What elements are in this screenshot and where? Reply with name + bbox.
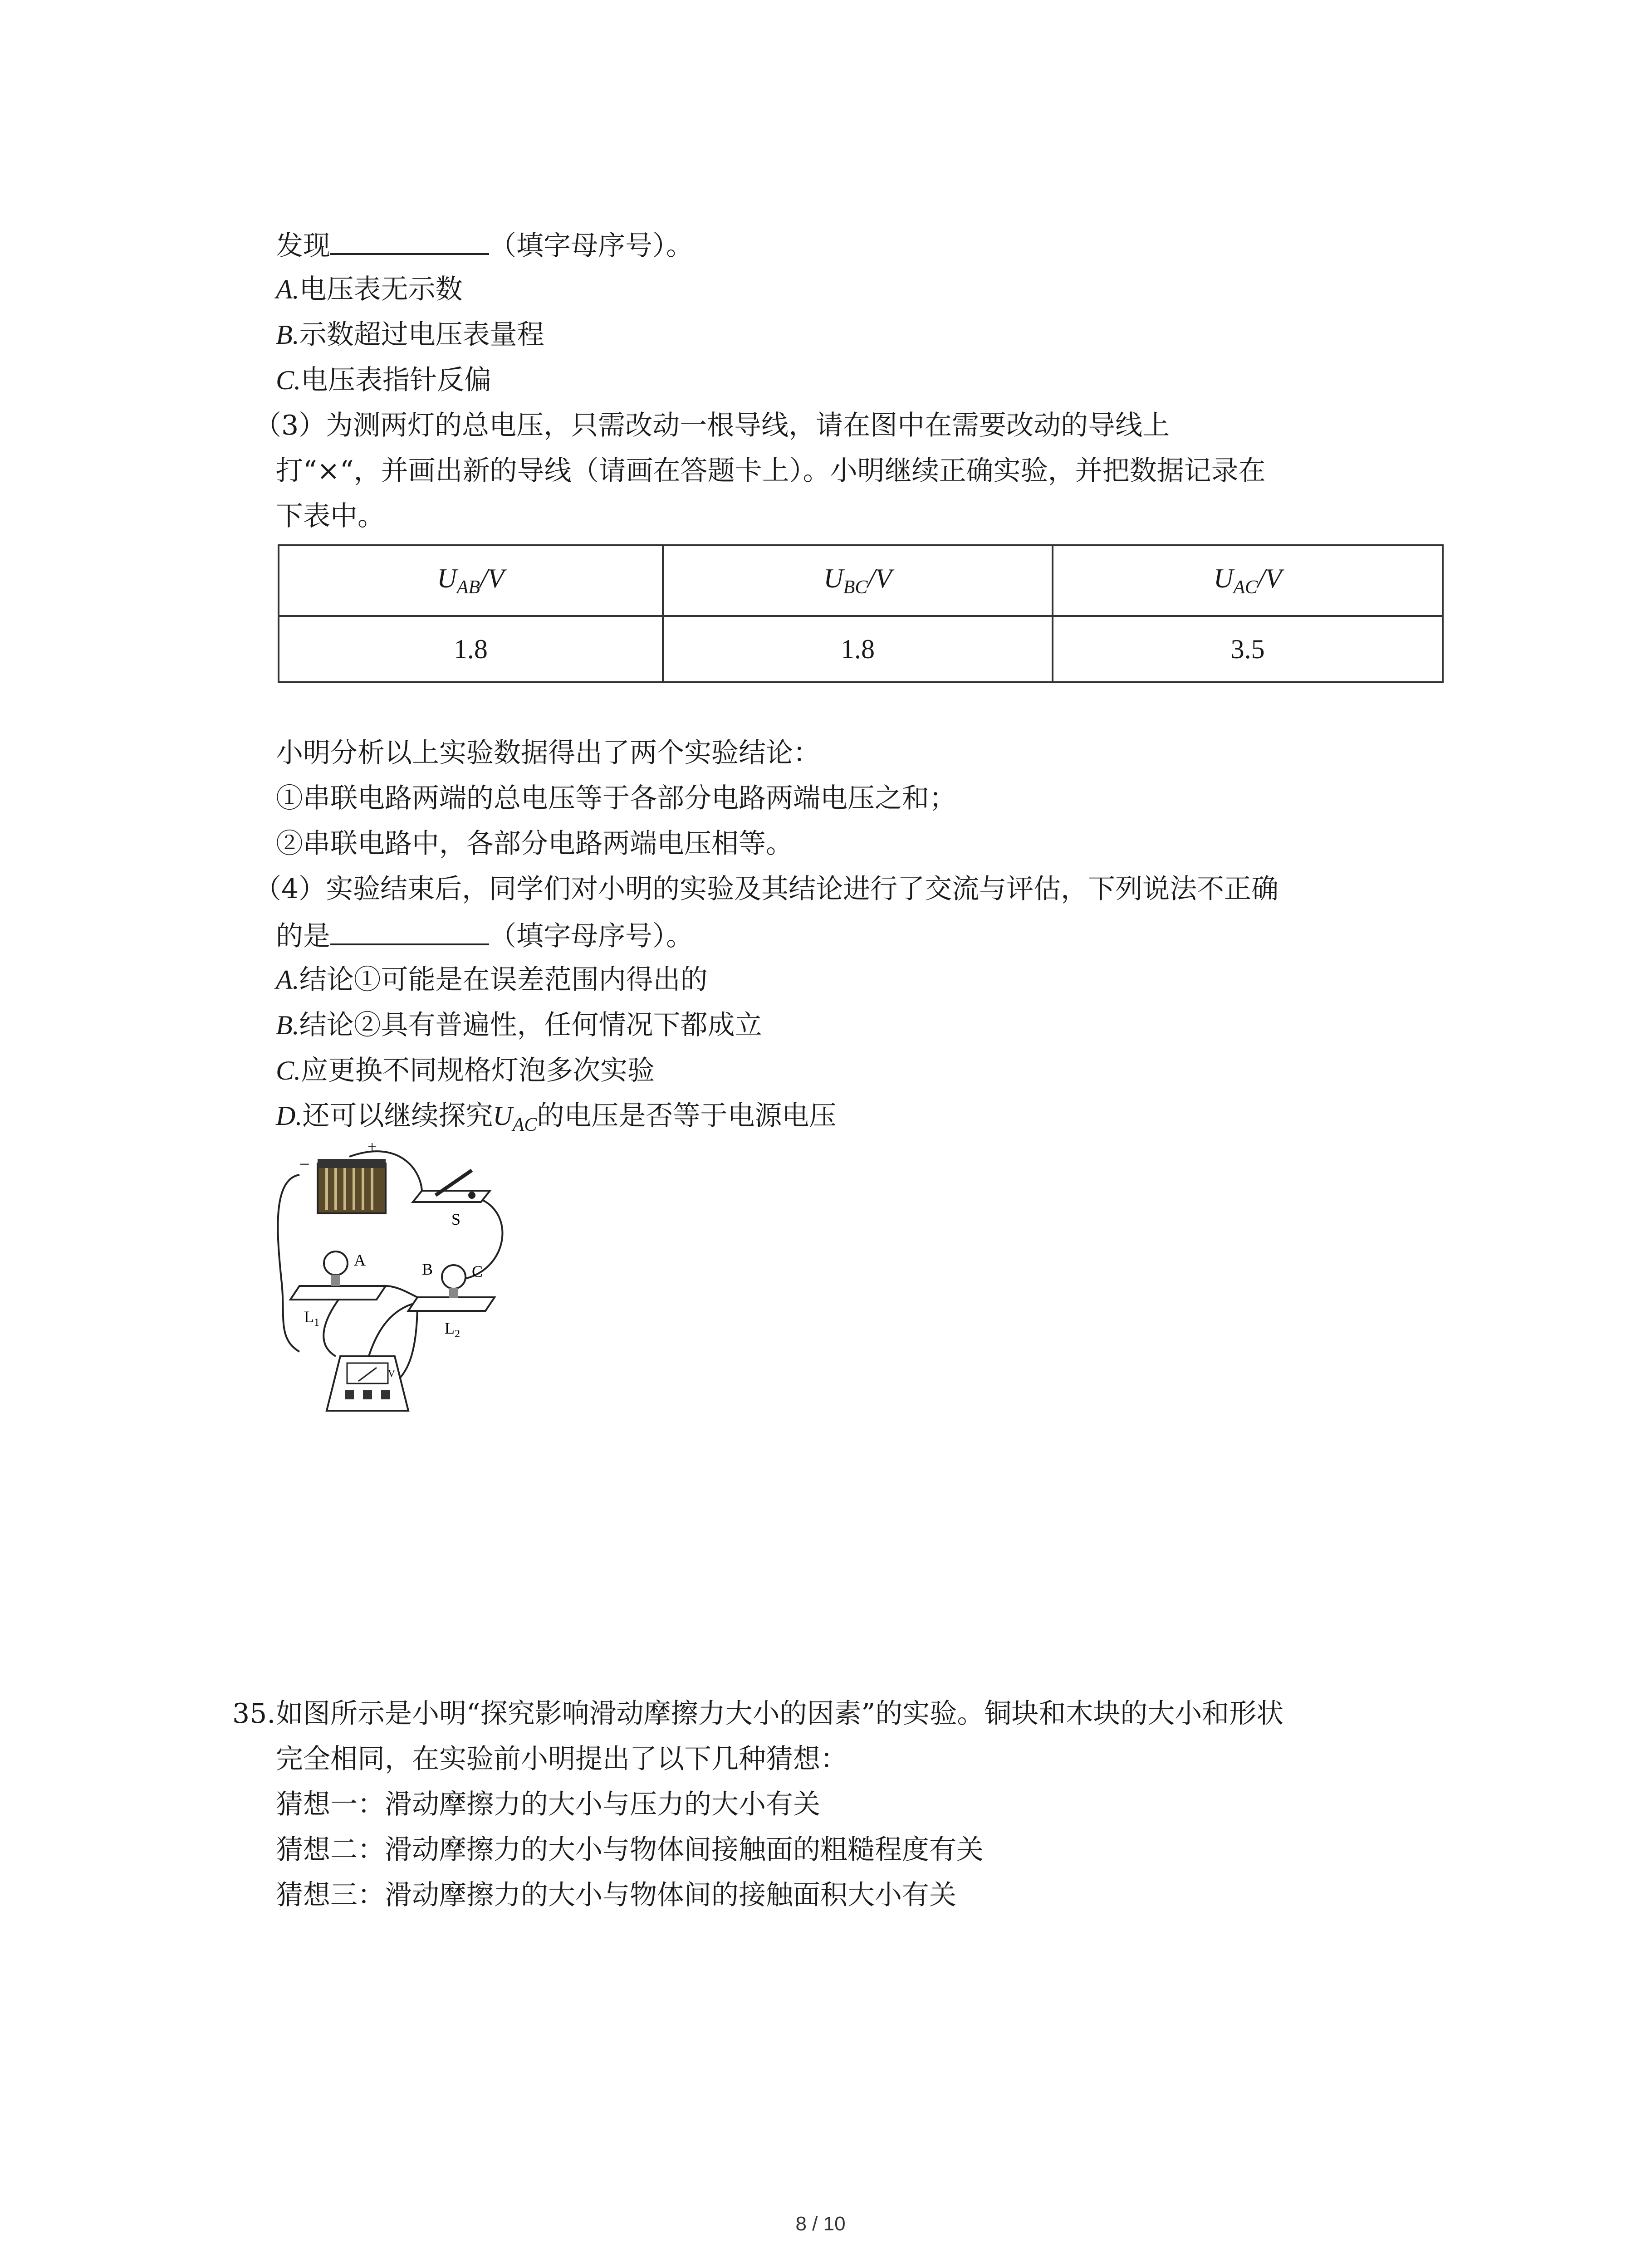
header-uac: $U_{AC}/V$ [1053, 545, 1443, 616]
option-b-letter: B. [276, 320, 299, 350]
value-uab: 1.8 [279, 616, 663, 682]
part4-option-b [276, 1007, 762, 1043]
discover-line [276, 226, 693, 264]
voltage-table [278, 544, 1444, 683]
option-c-letter: C. [276, 365, 301, 395]
option-a-letter: A. [276, 274, 299, 304]
q35-guess3: 猜想三：滑动摩擦力的大小与物体间的接触面积大小有关 [276, 1879, 956, 1911]
answer-blank-1[interactable] [330, 226, 489, 255]
q35-line2: 完全相同，在实验前小明提出了以下几种猜想： [276, 1743, 847, 1775]
part3-line2: 打“×“，并画出新的导线（请画在答题卡上）。小明继续正确实验，并把数据记录在 [276, 455, 1266, 487]
part4-option-a [276, 962, 708, 998]
part4-option-d-letter: D. [276, 1101, 303, 1131]
lamp-l1-icon [290, 1251, 386, 1300]
header-ubc: $U_{BC}/V$ [663, 545, 1053, 616]
answer-blank-2[interactable] [330, 916, 489, 945]
q35-guess1: 猜想一：滑动摩擦力的大小与压力的大小有关 [276, 1789, 820, 1820]
part4-option-d-u: U [493, 1101, 513, 1131]
battery-minus-label: − [299, 1154, 310, 1174]
discover-prefix: 发现 [276, 230, 330, 262]
page-number: 8 / 10 [795, 2213, 846, 2235]
switch-label: S [451, 1210, 461, 1228]
lamp-c-label: C [472, 1262, 483, 1281]
voltmeter-icon [327, 1356, 408, 1411]
part4-prefix: 的是 [276, 920, 330, 952]
q35-guess2: 猜想二：滑动摩擦力的大小与物体间接触面的粗糙程度有关 [276, 1834, 984, 1866]
discover-suffix: （填字母序号）。 [489, 230, 693, 262]
option-b [276, 317, 544, 353]
q35-line1: 如图所示是小明“探究影响滑动摩擦力大小的因素”的实验。铜块和木块的大小和形状 [276, 1698, 1284, 1730]
wire-battery-to-l1 [278, 1175, 299, 1352]
part4-line1: （4）实验结束后，同学们对小明的实验及其结论进行了交流与评估，下列说法不正确 [254, 873, 1279, 905]
part4-option-a-letter: A. [276, 965, 299, 995]
option-a-text: 电压表无示数 [299, 274, 463, 305]
lamp-a-label: A [354, 1251, 366, 1269]
battery-icon [318, 1159, 386, 1213]
part4-option-d-pre: 还可以继续探究 [302, 1100, 493, 1132]
part4-option-a-text: 结论①可能是在误差范围内得出的 [299, 964, 708, 996]
voltmeter-label: V [388, 1368, 395, 1379]
option-c [276, 362, 491, 398]
part4-line2 [276, 916, 693, 954]
l2-label: $L_2$ [445, 1319, 460, 1340]
option-b-text: 示数超过电压表量程 [299, 319, 544, 351]
table-header-row [279, 545, 1443, 616]
part3-line3: 下表中。 [276, 500, 385, 532]
part4-option-d-post: 的电压是否等于电源电压 [537, 1100, 837, 1132]
question-35-number: 35. [232, 1698, 276, 1730]
battery-plus-label: + [367, 1143, 377, 1156]
part3-line1: （3）为测两灯的总电压，只需改动一根导线，请在图中在需要改动的导线上 [254, 410, 1170, 441]
switch-icon [413, 1170, 490, 1202]
part4-option-d-sub: AC [512, 1114, 537, 1135]
part4-option-b-text: 结论②具有普遍性，任何情况下都成立 [299, 1009, 762, 1041]
part4-option-c [276, 1052, 655, 1089]
table-row [279, 616, 1443, 682]
part4-option-d [276, 1098, 836, 1143]
part4-option-b-letter: B. [276, 1010, 299, 1040]
conclusion-2: ②串联电路中，各部分电路两端电压相等。 [276, 828, 793, 860]
option-c-text: 电压表指针反偏 [301, 364, 492, 396]
analysis-line: 小明分析以上实验数据得出了两个实验结论： [276, 737, 820, 769]
part4-option-c-letter: C. [276, 1056, 301, 1085]
conclusion-1: ①串联电路两端的总电压等于各部分电路两端电压之和； [276, 782, 956, 814]
wire-l1-to-voltmeter [323, 1297, 340, 1356]
option-a [276, 271, 463, 308]
value-ubc: 1.8 [663, 616, 1053, 682]
value-uac: 3.5 [1053, 616, 1443, 682]
part4-suffix: （填字母序号）。 [489, 920, 693, 952]
part4-option-c-text: 应更换不同规格灯泡多次实验 [301, 1055, 655, 1086]
circuit-diagram [272, 1143, 526, 1424]
header-uab: $U_{AB}/V$ [279, 545, 663, 616]
l1-label: $L_1$ [304, 1308, 319, 1329]
lamp-b-label: B [422, 1260, 433, 1278]
